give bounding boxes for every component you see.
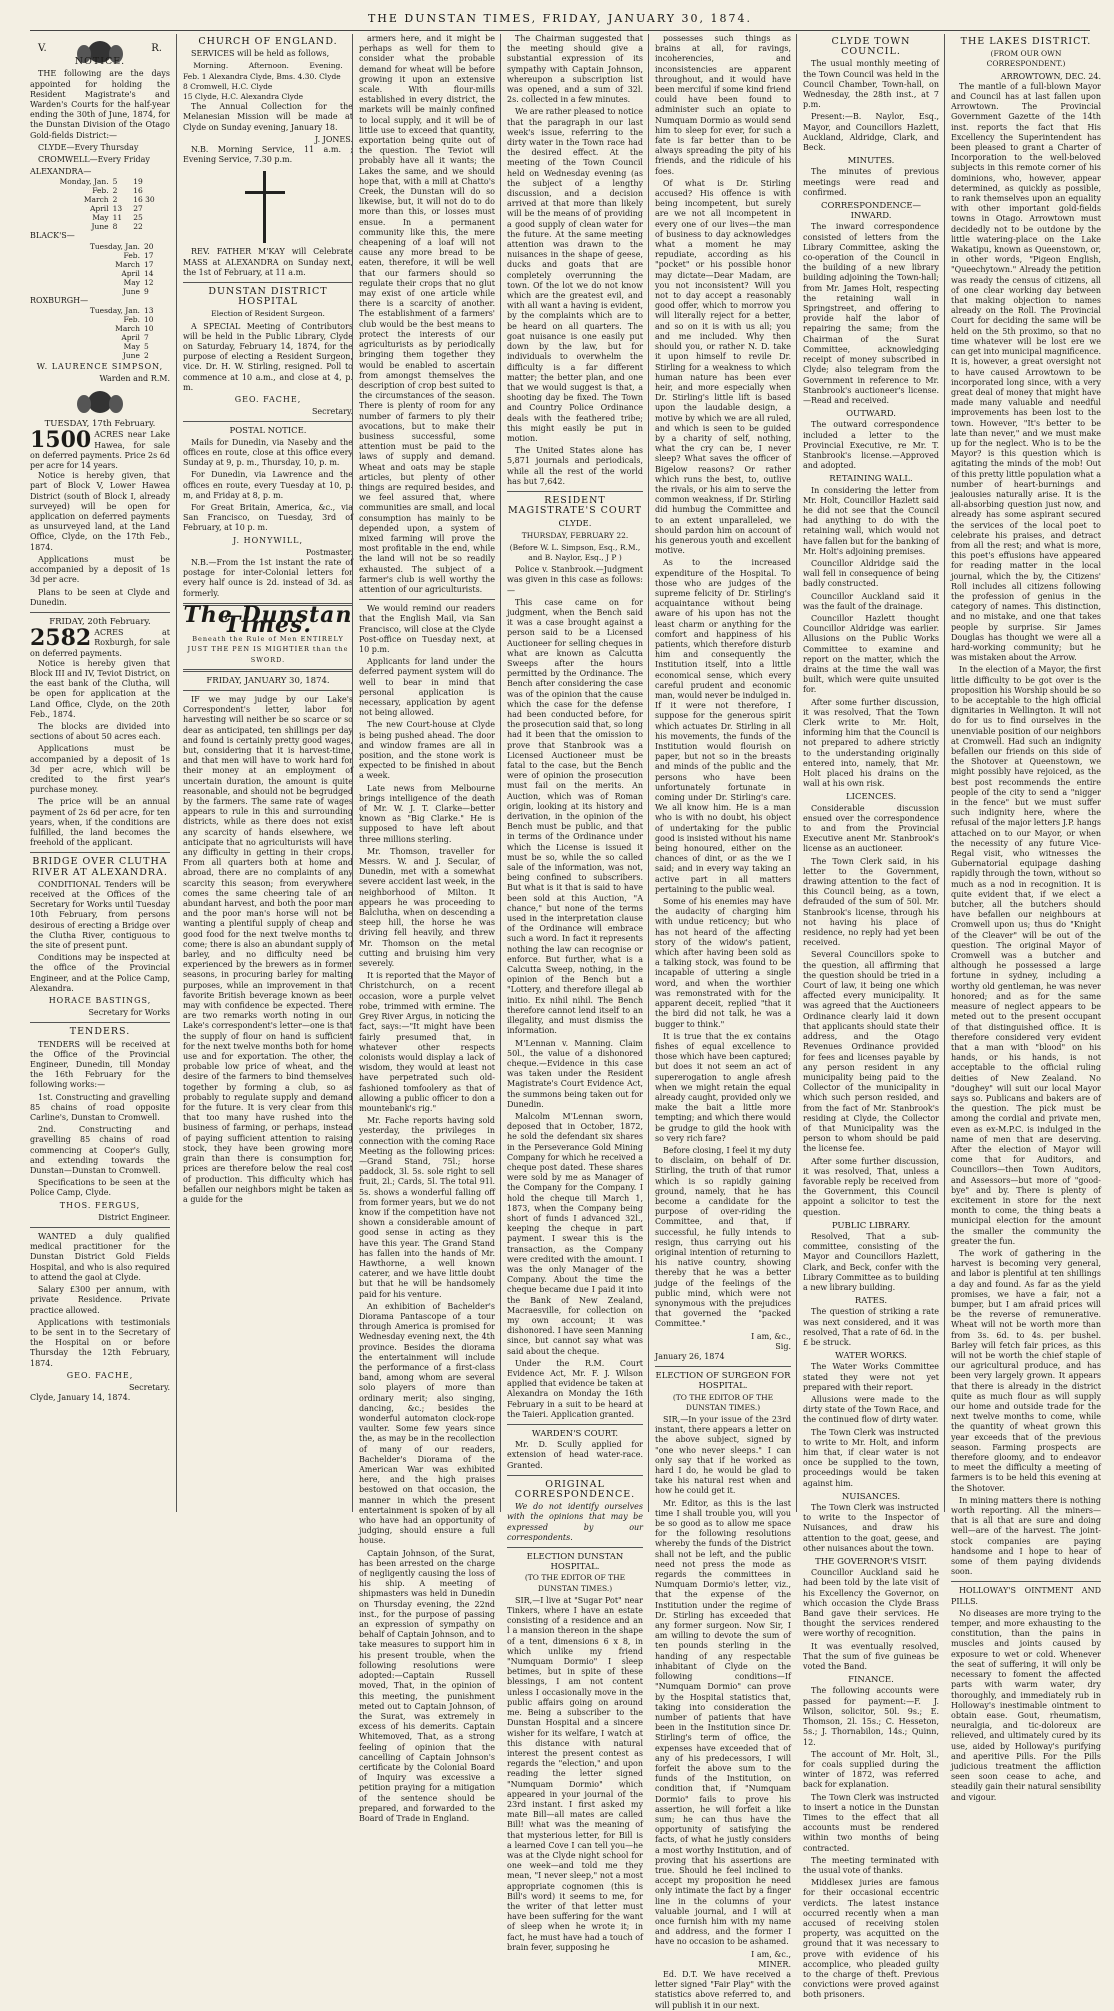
orig-corr-title: ORIGINAL CORRESPONDENCE. (514, 1478, 636, 1501)
news-item: The Chairman suggested that the meeting should give a substantial expression of its sympathy with Captain Johnson, whereupon a subscription list was opened, and a sum of 32l. 2s. collected in a few minutes. (507, 34, 643, 105)
sale2-date: FRIDAY, 20th February. (49, 616, 151, 627)
sale2-p4: Applications must be accompanied by a deposit of 1s 3d per acre, which will be credited to the first year's purchase money. (30, 744, 170, 795)
middlesex-text: Middlesex juries are famous for their occasional eccentric verdicts. The latest instance occurred recently when a man accused of receiving stolen property, was acquitted on the ground that it was necessary to prove with evidence of his accomplice, who pleaded guilty to the charge of theft. Previous convictions were proved against both prisoners. (803, 1878, 939, 2000)
holloway-text: No diseases are more trying to the temper, and more exhausting to the constitution, than the pains in muscles and joints caused by exposure to wet or cold. Whenever the seat of suffering, it will only be necessary to foment the affected parts with warm water, dry thoroughly, and immediately rub in Holloway's inestimable ointment to obtain ease. Gout, rheumatism, neuralgia, and tic-doloreux are relieved, and ultimately cured by its use, aided by Holloway's purifying and aperitive Pills. For the Pills judicious treatment the affliction seen soon cease to ache, and steadily gain their natural sensibility and vigour. (951, 1608, 1101, 1802)
news-item: It is reported that the Mayor of Christchurch, on a recent occasion, wore a purple velvet robe, trimmed with ermine. The Grey River Argus, in noticing the fact, says:—"It might have been fairly presumed that, in whatever other respects colonists would display a lack of wisdom, they would at least not have perpetrated such old-fashioned tomfoolery as that of allowing a public officer to don a mountebank's rig." (359, 971, 495, 1113)
schedule-row (30, 242, 170, 251)
court-date: THURSDAY, FEBRUARY 22. (521, 530, 629, 540)
schedule-row (30, 251, 170, 260)
bridge-p2: Conditions may be inspected at the office of the Provincial Engineer, and at the Police Camp, Alexandra. (30, 953, 170, 993)
schedule-cell: March (83, 195, 109, 205)
issue-date: FRIDAY, JANUARY 30, 1874. (206, 675, 330, 686)
column-6 (944, 34, 1107, 1802)
schedule-cell: 2 (112, 186, 118, 196)
schedule-row (30, 213, 170, 222)
postal-role: Postmaster. (305, 547, 353, 557)
lakes-from: (FROM OUR OWN CORRESPONDENT.) (986, 49, 1066, 69)
news-item: Mr. Thomson, traveller for Messrs. W. and J. Secular, of Dunedin, met with a somewhat severe accident last week, in the neighborhood of Milton. It appears he was proceeding to Balclutha, when on descending a steep hill, the horse he was driving fell heavily, and threw Mr. Thomson on the metal cutting and bruising him very severely. (359, 846, 495, 969)
rates-text: The question of striking a rate was next considered, and it was resolved, That a rate of 6d. in the £ be struck. (803, 1307, 939, 1347)
church-head-evening: Evening. (309, 61, 343, 71)
schedule-row (30, 177, 170, 186)
corr-in-p1: The inward correspondence consisted of letters from the Library Committee, asking the co-operation of the Council in the building of a new library building adjoining the Town-hall; from Mr. James Holt, respecting the retaining wall in Springstreet, and offering to provide half the labor of repairing the same; from the Chairman of the Surat Committee, acknowledging receipt of money subscribed in Clyde; also telegram from the Government in reference to Mr. Stanbrook's auctioneer's license.—Read and received. (803, 222, 939, 405)
schedule-row (30, 306, 170, 315)
council-column (796, 34, 945, 2000)
sale2-p5: The price will be an annual payment of 2s 6d per acre, for ten years, when, if the conditions are fulfilled, the land becomes the freehold of the applicant. (30, 797, 170, 848)
library-title: PUBLIC LIBRARY. (831, 1220, 911, 1231)
election-p1: SIR,—I live at "Sugar Pot" near Tinkers, where I have an estate consisting of a residence and an l a mansion thereon in the shape of a tent, dimensions 6 x 8, in which unlike my friend "Numquam Dormio" I sleep betimes, but in spite of these blessings, I am not content unless I occasionally move in the public affairs going on around me. Being a subscriber to the Dunstan Hospital and a sincere wisher for its welfare, I watch at this distance with natural interest the present contest as regards the "election," and upon reading the letter signed "Numquam Dormio" which appeared in your journal of the 23rd instant. I first asked my mate Bill—all mates are called Bill! what was the meaning of that mysterious letter, for Bill is a learned Cove I can tell you—he was at the Clyde night school for one week—and told me they mean, "I never sleep," not a most appropriate cognomen (this is Bill's word) it seems to me, for the writer of that letter must have been suffering for the want of sleep when he wrote it; in fact, he must have had a touch of brain fever, supposing he (507, 1595, 643, 1952)
warden-court-title: WARDEN'S COURT. (531, 1429, 619, 1440)
sale2-p2: Notice is hereby given that Block III and IV, Teviot District, on the east bank of the Clutha, will be open for application at the Land Office, Clyde, on the 20th Feb., 1874. (30, 658, 170, 719)
lic-p4: After some further discussion, it was resolved, That, unless a favorable reply be received from the Government, this Council appoint a solicitor to test the question. (803, 1156, 939, 1217)
news-item: The new Court-house at Clyde is being pushed ahead. The door and window frames are all in position, and the stone work is expected to be finished in about a week. (359, 720, 495, 781)
schedule-cell: 2 (143, 350, 149, 360)
wanted-signature: GEO. FACHE, (66, 1370, 134, 1380)
church-nb: N.B. Morning Service, 11 a.m. ; Evening Service, 7.30 p.m. (183, 145, 353, 165)
postal-p3: For Great Britain, America, &c., via San Francisco, on Tuesday, 3rd of February, at 10 p. m. (183, 502, 353, 533)
cromwell-line: CROMWELL—Every Friday (38, 155, 150, 165)
letter-p: Some of his enemies may have the audacity of charging him with undue reticency; but who has not heard of the affecting story of the widow's patient, which after having been sold as a talking stock, was found to be incapable of uttering a single word, and when the worthier was remonstrated with for the apparent deceit, replied "that it the bird did not talk, he was a bugger to think." (655, 897, 791, 1029)
schedule-cell: 16 (133, 186, 143, 196)
blacks-title: BLACK'S— (30, 231, 75, 241)
governor-title: THE GOVERNOR'S VISIT. (815, 1557, 927, 1568)
letter-p: Before closing, I feel it my duty to disclaim, on behalf of Dr. Stirling, the truth of that rumor which is so rapidly gaining ground, namely, that he has become a candidate for the purpose of over-riding the Committee, and that, if successful, he fully intends to resign, thus carrying out his original intention of returning to his native country, showing thereby that he was a better judge of the feelings of the public mind, which were not synonymous with the prejudices that governed the "packed Committee." (655, 1145, 791, 1329)
lic-p1: Considerable discussion ensued over the correspondence to and from the Provincial Executive anent Mr. Stanbrook's license as an auctioneer. (803, 803, 939, 854)
governor-p2: It was eventually resolved, That the sum of five guineas be voted the Band. (803, 1641, 939, 1672)
schedule-cell: 5 (112, 177, 118, 187)
news-item: Late news from Melbourne brings intelligence of the death of Mr. W. J. T. Clarke—better known as "Big Clarke." He is supposed to have left about three millions sterling. (359, 783, 495, 844)
corr-in-title: CORRESPONDENCE—INWARD. (820, 201, 922, 222)
wanted-p2: Salary £300 per annum, with private Residence. Private practice allowed. (30, 1285, 170, 1315)
library-text: Resolved, That a sub-committee, consisting of the Mayor and Councillors Hazlett, Clark, and Beck, confer with the Library Committee as to building a new library building. (803, 1231, 939, 1292)
fin-p2: The account of Mr. Holt, 3l., for coals supplied during the winter of 1872, was referred back for explanation. (803, 1749, 939, 1790)
church-text: SERVICES will be held as follows, (191, 49, 330, 59)
editorial-continued: armers here, and it might be perhaps as well for them to consider what the probable demand for wheat will be before growing it upon an extensive scale. With flour-mills established in every district, the markets will be mainly confined to local supply, and it will be of little use to exceed that quantity, exportation being quite out of the question. The Teviot will probably have all it wants; the Lakes the same, and we should hope that, with a mill at Chatto's Creek, the Dunstan will do so likewise, but, it will not do to do more than this, or losses must ensue. In a permanent community like this, the mere cheapening of a loaf will not cause any more bread to be eaten, therefore, it will be well that our farmers should so regulate their crops that no glut may exist of one article while there is a scarcity of another. The establishment of a farmers' club would be the best means to protect the interests of our agriculturists as by periodically bringing them together they would be enabled to ascertain from amongst themselves the description of crop best suited to the circumstances of the season. There is plenty of room for any number of farmers to ply their avocations, but to make their business successful, some attention must be paid to the laws of supply and demand. Wheat and oats may be staple articles, but plenty of other things are required besides, and we feel assured that, where communities are small, and local consumption has mainly to be depended upon, a system of mixed farming will prove the most profitable in the end, while the land will not be so readily exhausted. The subject of a farmer's club is well worthy the attention of our agriculturists. (359, 34, 495, 594)
warden-signature: W. LAURENCE SIMPSON, (36, 361, 164, 371)
wanted-text: WANTED a duly qualified medical practitioner for the Dunstan District Gold Fields Hospital, and who is also required to attend the gaol at Clyde. (30, 1232, 170, 1282)
church-row: 15 Clyde, H.C. Alexandra Clyde (183, 92, 304, 102)
schedule-row (30, 333, 170, 342)
surgeon-title: ELECTION OF SURGEON FOR HOSPITAL. (655, 1371, 791, 1392)
bridge-title: BRIDGE OVER CLUTHA RIVER AT ALEXANDRA. (32, 856, 168, 878)
schedule-row (30, 204, 170, 213)
news-item: An exhibition of Bachelder's Diorama Pantascope of a tour through America is promised for Wednesday evening next, the 4th province. Besides the diorama the entertainment will include the performance of a first-class band, among whom are several solo players of more than ordinary merit; also singing, dancing, &c.; besides the wonderful automaton clock-rope vaulter. Some few years since the, as may be in the recollection of many of our readers, Bachelder's Diorama of the American War was exhibited here, and the high praises bestowed on that occasion, the manner in which the present entertainment is spoken of by all who have had an opportunity of judging, should ensure a full house. (359, 1301, 495, 1546)
warden-court-text: Mr. D. Scully applied for extension of head water-race. Granted. (507, 1440, 643, 1470)
schedule-cell: March (115, 259, 140, 269)
schedule-row (30, 269, 170, 278)
lakes-p3: The work of gathering in the harvest is becoming very general, and labor is plentiful at ten shillings a day and found. As far as the yield promises, we have a fair, not a bumper, but I am afraid prices will be the reverse of remunerative. Wheat will not be worth more than from 3s. 6d. to 4s. per bushel. Barley will fetch fair prices, as this will not be worth the chief staple of our agricultural produce, and has been very largely grown. It appears that there is already in the district quite as much flour as will supply our home and outside trade for the next twelve months to come, while the quantity of wheat grown this year exceeds that of the previous season. Farming prospects are therefore gloomy, and to endeavor to meet the difficulty a meeting of farmers is to be held this evening at the Shotover. (951, 1248, 1101, 1493)
letter-p: Of what is Dr. Stirling accused? His offence is with being incompetent, but surely are we not all incompetent in every one of our lives—the man of business to day acknowledges what a moment he may repudiate, according as his "pocket" or his possible honor may dictate—Dear Madam, are you not inconsistent? Will you not to day accept a reasonably good offer, which to morrow you will literally reject for a better, and so on it is with us all; you and me included. Why then should you, or rather N. D. take it upon himself to revile Dr. Stirling for a weakness to which human nature has been ever heir, and more especially when Dr. Stirling's little lift is based upon the laudable design, a motive by which we are all ruled, and which is seen to be guided by a charity of self, nothing, what the cry can be, I never sleep? What saves the officer of Bigelow reasons? Or rather which runs the best, to, outlive the rivals, or his aim to serve the common weakness, if Dr. Stirling did humbug the Committee and to an extent unparalleled, we should pardon him on account of his generous youth and excellent motive. (655, 178, 791, 556)
wall-p1: In considering the letter from Mr. Holt, Councillor Hazlett said he did not see that the Council had anything to do with the retaining wall, which would not have fallen but for the banking of Mr. Holt's adjoining premises. (803, 485, 939, 556)
schedule-cell: April (121, 332, 140, 342)
hospital-role: Secretary. (311, 407, 353, 417)
church-head-morning: Morning. (193, 61, 229, 71)
outward-text: The outward correspondence included a letter to the Provincial Executive, re Mr. T. Stanbrook's license.—Approved and adopted. (803, 420, 939, 471)
court-p3: M'Lennan v. Manning. Claim 50l., the value of a dishonored cheque.—Evidence in this case was taken under the Resident Magistrate's Court Evidence Act, the summons being taken out for Dunedin. (507, 1038, 643, 1109)
schedule-cell: 20 (143, 241, 154, 251)
church-head-afternoon: Afternoon. (248, 61, 289, 71)
schedule-row (30, 260, 170, 269)
column-1 (30, 34, 176, 1512)
surgeon-p2: Mr. Editor, as this is the last time I shall trouble you, will you be so good as to allow me space for the following resolutions whereby the funds of the District shall not be left, and the public need not press the mode as regards the committees in Numquam Dormio's letter, viz., that the expense of the Institution under the regime of Dr. Stirling has exceeded that any former surgeon. Now Sir, I am willing to devote the sum of ten pounds sterling in the handing of any respectable inhabitant of Clyde on the following conditions—If "Numquam Dormio" can prove by the Hospital statistics that, taking into consideration the number of patients that have been in the Institution since Dr. Stirling's term of office, the expenses have exceeded that of any of his predecessors, I will forfeit the above sum to the funds of the Institution, on condition that, if "Numquam Dormio" fails to prove his assertion, he will forfeit a like sum; he can thus have the opportunity of satisfying the facts, of what he justly considers a most worthy Institution, and of proving that his assertions are true. Should he feel inclined to accept my proposition he need only intimate the fact by a finger line in the columns of your valuable journal, and I will at once furnish him with my name and address, and the former I have no occasion to be ashamed. (655, 1498, 791, 1947)
schedule-cell: Feb. (123, 250, 140, 260)
postal-p1: Mails for Dunedin, via Naseby and the offices en route, close at this office every Sunday at 9, p. m., Thursday, 10, p. m. (183, 437, 353, 468)
water-p1: The Water Works Committee stated they were not yet prepared with their report. (803, 1362, 939, 1392)
hospital-title: DUNSTAN DISTRICT HOSPITAL (208, 286, 328, 308)
column-5 (648, 34, 797, 2010)
schedule-row (30, 351, 170, 360)
tenders-p1: 1st. Constructing and gravelling 85 chains of road opposite Carline's, Dunstan to Cromwell. (30, 1092, 170, 1123)
schedule-cell: 10 (143, 323, 154, 333)
fin-p3: The Town Clerk was instructed to insert a notice in the Dunstan Times to the effect that all accounts must be rendered within two months of being contracted. (803, 1792, 939, 1853)
lakes-p2: In the election of a Mayor, the first little difficulty to be got over is the proposition his Worship should be so to be acceptable to the high official dignitaries in Wellington. It will not do for us to find ourselves in the unenviable position of our neighbors at Cromwell. Had such an indignity befallen our friends on this side of the Shotover at Queenstown, we might possibly have rejoiced, as the best post recommends the entire people of the city to send a "nigger in the fence" but we must suffer such indignity here, where the refusal of the major letters J.P. hangs attached on to our Mayor, or when the necessity of any future Vice-Regal visit, who witnesses the Gubernatorial equipage dashing rapidly through the town, without so much as a nod in recognition. It is quite evident that, if we elect a butcher, all the butchers should have befallen our neighbours at Cromwell upon us; thus do "Knight of the Cleaver" will be out of the question. The original Mayor of Cromwell was a butcher and although he possessed a large fortune in sydney, including a worthy old gentleman, he was never honored; and as for the same measure of neglect appears to be meted out to the present occupant of that distinguished office. It is therefore considered very evident that a man with "blood" on his hands, or his hands, is not acceptable to the official ruling deities of New Zealand. No "doughey" will suit our local Mayor says so. Publicans and bakers are of the question. The pick must be among the cordial and private men, even as ex-M.P.C. is indulged in the name of men that are deserving. After the election of Mayor will come that for Auditors, and Councillors—then Town Auditors, and Assessors—but more of "good-bye" and by. There is plenty of excitement in store for the next month to come, the thing beats a municipal election for the amount the smaller the community the greater the fun. (951, 665, 1101, 1246)
tenders-text: TENDERS will be received at the Office of the Provincial Engineer, Dunedin, till Monday the 16th February for the following works:— (30, 1039, 170, 1090)
schedule-cell: 10 (143, 314, 154, 324)
letter-p: possesses such things as brains at all, for ravings, incoherencies, and inconsistencies are apparent throughout, and it would have been merciful if some kind friend could have been found to administer such an opiate to Numquam Dormio as would send him to sleep for ever, for such a fate is far better than to be always spreading the pity of his friends, and the ridicule of his foes. (655, 34, 791, 176)
lic-p2: The Town Clerk said, in his letter to the Government, drawing attention to the fact of this Council being, as a town, defrauded of the sum of 50l. Mr. Stanbrook's license, through his not having his place of residence, no reply had yet been received. (803, 856, 939, 948)
schedule-cell: April (90, 204, 109, 214)
court-p2: This case came on for judgment, when the Bench said it was a case brought against a person said to be a Licensed Auctioneer for selling cheques in what are known as Calcutta Sweeps after the hours permitted by the Ordinance. The Bench after considering the case was of the opinion that the cause which the case for the defense had been conducted before, for the prosecution said that, so long had it been that the omission to prove that Stanbrook was a Licensed Auctioneer must be fatal to the case, but the Bench were of opinion the prosecution must fail on the merits. An Auction, which was of Roman origin, looking at its history and derivation, in the opinion of the Bench must be public, and that in terms of the Ordinance under which the License is issued it must be so, while the so called sale of the information, was not, being confined to subscribers. But what is it that is said to have been sold at this Auction, "A chance," but none of the terms used in the interpretation clause of the Ordinance will embrace such a word. In fact it represents nothing the law can recognise or enforce. But further, what is a Calcutta Sweep, nothing, in the opinion of the Bench but a "Lottery, and therefore illegal ab initio. Ex nihil nihil. The Bench therefore cannot lend itself to an illegality, and must dismiss the information. (507, 597, 643, 1036)
schedule-cell: March (115, 323, 140, 333)
paper-motto: Beneath the Rule of Men ENTIRELY JUST THE PEN IS MIGHTIER than the SWORD. (187, 635, 349, 664)
news-item: We are rather pleased to notice that the paragraph in our last week's issue, referring to the dirty water in the Town race had the desired effect. At the meeting of the Town Council held on Wednesday evening (as the subject of a lengthy discussion, and a decision arrived at that more than likely will be the means of of providing a good supply of clean water for the future. At the same meeting attention was drawn to the nuisances in the shape of geese, ducks and goats that are completely overrunning the town. Of the lot we do not know which are the greatest evil, and with all want a having is evident, by the complaints which are to be heard on all quarters. The goat nuisance is one easily put down by the law, but for individuals to overwhelm the difficulty is a far different matter; the better plan, and one that we would suggest is that, a shooting day be fixed. The Town and Country Police Ordinance deals with the feathered tribe; this might easily be put in motion. (507, 107, 643, 443)
postal-nb: N.B.—From the 1st instant the rate of postage for inter-Colonial letters for every half ounce is 2d. instead of 3d. as formerly. (183, 557, 353, 598)
church-headings (183, 61, 353, 71)
lakes-p4: In mining matters there is nothing worth reporting. All the miners—that is all that are sure and doing well—are of the harvest. The joint-stock companies are paying handsome and I hope to hear of some of them paying dividends soon. (951, 1495, 1101, 1577)
schedule-cell: 11 (112, 213, 123, 223)
water-p2: Allusions were made to the dirty state of the Town Race, and the continued flow of dirty water. (803, 1395, 939, 1425)
surgeon-p1: SIR,—In your issue of the 23rd instant, there appears a letter on the above subject, signed by "one who never sleeps." I can only say that if he worked as hard I do, he would be glad to take his natural rest when and how he could get it. (655, 1415, 791, 1496)
postal-p2: For Dunedin, via Lawrence and the offices en route, every Tuesday at 10, p. m, and Friday at 8, p. m. (183, 470, 353, 500)
court-title: RESIDENT MAGISTRATE'S COURT (507, 494, 643, 517)
schedule-cell: 2 (112, 195, 118, 205)
council-title: CLYDE TOWN COUNCIL. (831, 36, 911, 58)
roxburgh-schedule (30, 306, 170, 360)
nuisances-text: The Town Clerk was instructed to write to the Inspector of Nuisances, and draw his attention to the goat, geese, and other nuisances about the town. (803, 1503, 939, 1553)
church-signature: J. JONES. (314, 134, 353, 144)
church-title: CHURCH OF ENGLAND. (198, 36, 338, 47)
nuisances-title: NUISANCES. (841, 1491, 901, 1502)
tenders-title: TENDERS. (69, 1026, 131, 1038)
schedule-cell: June (91, 222, 109, 232)
letter-p: It is true that the ex contains fishes of equal excellence to those which have been captured; but does it not seem an act of supererogation to angle afresh when we might retain the equal already caught, provided only we make the bait a little more tempting; and which there would be grudge to gild the hook with so very rich fare? (655, 1031, 791, 1143)
mass-text: REV. FATHER M'KAY will Celebrate MASS at ALEXANDRA on Sunday next, the 1st of February, at 11 a.m. (183, 247, 353, 277)
column-2 (176, 34, 359, 1512)
lakes-title: THE LAKES DISTRICT. (960, 36, 1092, 47)
column-4 (500, 34, 649, 1952)
church-row: Feb. 1 Alexandra Clyde, Bms. 4.30. Clyde (183, 71, 341, 81)
news-item: We would remind our readers that the English Mail, via San Francisco, will close at the Clyde Post-office on Tuesday next, at 10 p.m. (359, 604, 495, 654)
postal-title: POSTAL NOTICE. (229, 426, 307, 437)
notice-title: NOTICE. (74, 56, 126, 68)
lakes-place: ARROWTOWN, DEC. 24. (1000, 71, 1101, 81)
letter-p: As to the increased expenditure of the Hospital. To those who are judges of the supreme felicity of Dr. Stirling's acquaintance without being aware of his upon has not the least charm or anything for the comfort and happiness of his patients, which therefore disturb him and consequently the Institution itself, into a little economical sense, which every careful prudent and economic man, would never be indulged in. If it were not therefore, I suppose for the generous spirit which actuates Dr. Stirling in all his movements, the funds of the Institution would flourish on paper, but not so in the breasts and minds of the public and the persons who have been unfortunately fortunate in coming under Dr. Stirling's care. We all know him. He is a man who is with no doubt, his object of undertaking for the public good is insisted without his name being honoured, either on the chances of dint, or as the we I said; and in every way taking an active part in all matters pertaining to the public weal. (655, 558, 791, 894)
alexandra-schedule (30, 177, 170, 231)
tenders-p3: Specifications to be seen at the Police Camp, Clyde. (30, 1178, 170, 1198)
schedule-cell: Feb. (123, 314, 140, 324)
clyde-line: CLYDE—Every Thursday (38, 142, 139, 152)
schedule-cell: June (122, 286, 140, 296)
surgeon-sign-off: I am, &c., (751, 1949, 791, 1959)
court-p1: Police v. Stanbrook.—Judgment was given in this case as follows:— (507, 565, 643, 595)
news-item: The United States alone has 5,871 journals and periodicals, while all the rest of the world has but 7,642. (507, 446, 643, 486)
schedule-cell: June (122, 350, 140, 360)
outward-title: OUTWARD. (846, 409, 896, 420)
schedule-cell: Tuesday, Jan. (89, 305, 140, 315)
rates-title: RATES. (854, 1296, 888, 1307)
minutes-title: MINUTES. (847, 156, 895, 167)
schedule-cell: Monday, Jan. (59, 177, 109, 187)
orig-corr-note: We do not identify ourselves with the opinions that may be expressed by our correspondents. (507, 1502, 643, 1542)
news-item: Captain Johnson, of the Surat, has been arrested on the charge of negligently causing the loss of his ship. A meeting of shipmasters was held in Dunedin on Thursday evening, the 22nd inst., for the purpose of passing an expression of sympathy on behalf of Captain Johnson, and to take measures to support him in his present trouble, when the following resolutions were adopted:—Captain Russell moved, That, in the opinion of this meeting, the punishment meted out to Captain Johnson, of the Surat, was extremely in excess of his demerits. Captain Whitemoved, That, as a strong feeling of opinion that the cancelling of Captain Johnson's certificate by the Colonial Board of Inquiry was excessive a petition praying for a mitigation of the sentence should be prepared, and forwarded to the Board of Trade in England. (359, 1548, 495, 1823)
schedule-row (30, 324, 170, 333)
schedule-cell: 16 30 (133, 195, 155, 205)
water-p3: The Town Clerk was instructed to write to Mr. Holt, and inform him that, if clear water is not once be supplied to the town, proceedings would be taken against him. (803, 1427, 939, 1488)
paper-name: The Dunstan Times. (183, 601, 353, 638)
church-p2: The Annual Collection for the Melanesian Mission will be made at Clyde on Sunday evening, January 18. (183, 102, 353, 132)
letter-date: January 26, 1874 (655, 1352, 725, 1361)
page-masthead: THE DUNSTAN TIMES, FRIDAY, JANUARY 30, 1874. (30, 6, 1090, 31)
sale1-text: ACRES near Lake Hawea, for sale on deferred payments. Price 2s 6d per acre for 14 years. (30, 430, 170, 471)
schedule-cell: May (123, 341, 140, 351)
news-item: Mr. Fache reports having sold yesterday, the privileges in connection with the coming Race Meeting as the following prices:—Grand Stand, 75l.; horse paddock, 3l. 5s. sole right to sell fruit, 2l.; Cards, 5l. The total 91l. 5s. shows a wonderful falling off from former years, but we do not know if the competition have not shown a considerable amount of good sense in acting as they have this year. The Grand Stand has fallen into the hands of Mr. Hawthorne, a well known caterer, and we have little doubt but that he will be handsomely paid for his venture. (359, 1116, 495, 1299)
schedule-cell: 17 (143, 250, 154, 260)
schedule-cell: 13 (112, 204, 123, 214)
schedule-cell: Feb. (92, 186, 109, 196)
notice-text: THE following are the days appointed for holding the Resident Magistrate's and Warden's Courts for the half-year ending the 30th of June, 1874, for the Dunstan Division of the Otago Gold-fields District:— (30, 69, 170, 140)
schedule-row (30, 315, 170, 324)
letter-sign-off: I am, &c., (751, 1331, 791, 1341)
minutes-text: The minutes of previous meetings were read and confirmed. (803, 167, 939, 197)
election-to: (TO THE EDITOR OF THE DUNSTAN TIMES.) (524, 1573, 626, 1593)
tenders-role: District Engineer. (98, 1212, 170, 1222)
schedule-cell: May (123, 277, 140, 287)
cross-icon (183, 167, 353, 247)
sale2-acres: 2582 (30, 625, 92, 652)
fin-p4: The meeting terminated with the usual vote of thanks. (803, 1855, 939, 1875)
letter-signature: Sig. (775, 1341, 791, 1351)
governor-text: Councillor Auckland said he had been told by the late visit of his Excellency the Governor, on which occasion the Clyde Brass Band gave their services. He thought the services rendered were worthy of recognition. (803, 1568, 939, 1639)
finance-title: FINANCE. (848, 1675, 894, 1686)
roxburgh-title: ROXBURGH— (30, 295, 89, 305)
schedule-row (30, 186, 170, 195)
fin-p1: The following accounts were passed for payment:—F. J. Wilson, solicitor, 50l. 9s.; E. Thomson, 2l. 15s.; C. Hesseton, 5s.; J. Thornabilon, 14s.; Quinn, 12. (803, 1686, 939, 1747)
news-item: Applicants for land under the deferred payment system will do well to bear in mind that personal application is necessary, application by agent not being allowed. (359, 657, 495, 718)
sale1-p4: Plans to be seen at Clyde and Dunedin. (30, 587, 170, 607)
editorial-text: IF we may judge by our Lake's Correspondent's letter, labor for harvesting will neither be so scarce or so dear as anticipated, ten shillings per day and found is certainly pretty good wages, but, considering that it is harvest-time, and that men will have to work hard for their money at an employment of uncertain duration, the amount is quite reasonable, and should not be begrudged by the farmers. The same rate of wages appears to rule in this and surrounding districts, while as there does not exist any scarcity of hands elsewhere, we anticipate that no agriculturists will have any difficulty in getting in their crops. From all quarters both at home and abroad, there are no complaints of any scarcity this season; from everywhere comes the same cheering tale of an abundant harvest, and both the poor man and the poor man's horse will not be wanting a plentiful supply of cheap and good food for the next twelve months to come; there is also an abundant supply of barley, and no difficulty need be experienced by the brewers as in former seasons, in procuring barley for malting purposes, while an improvement in that favorite British beverage known as beer may with confidence be expected. There are two remarks worth noting in our Lake's correspondent's letter—one is that the supply of flour on hand is sufficient for the next twelve months both for home use and for exportation. The other, the probable low price of wheat, and the desire of the farmers to bind themselves together by forming a club, so as probably to regulate supply and demand for the future. It is very clear from this that too many have rushed into the business of farming, or perhaps, instead of paying sufficient attention to raising stock, they have been growing more grain than there is consumption for, prices are therefore below the real cost of production. This difficulty which has befallen our neighbors might be taken as a guide for the (183, 694, 353, 1204)
hospital-text: A SPECIAL Meeting of Contributors will be held in the Public Library, Clyde on Saturday, February 14, 1874, for the purpose of electing a Resident Surgeon, vice. Dr. H. W. Stirling, resigned. Poll to commence at 10 a.m., and close at 4, p. m. (183, 321, 353, 392)
licences-title: LICENCES. (845, 792, 897, 803)
sale2-p3: The blocks are divided into sections of about 50 acres each. (30, 721, 170, 742)
schedule-cell: 19 (133, 177, 143, 187)
schedule-row (30, 222, 170, 231)
schedule-cell: 5 (143, 341, 149, 351)
wall-p2: Councillor Aldridge said the wall fell in consequence of being badly constructed. (803, 558, 939, 589)
bridge-text: CONDITIONAL Tenders will be received at the Offices of the Secretary for Works until Tuesday 10th February, from persons desirous of erecting a Bridge over the Clutha River, contiguous to the site of present punt. (30, 879, 170, 950)
schedule-row (30, 278, 170, 287)
bridge-role: Secretary for Works (88, 1008, 170, 1018)
sale1-date: TUESDAY, 17th February. (44, 419, 156, 430)
schedule-cell: 14 (143, 268, 154, 278)
hospital-subtitle: Election of Resident Surgeon. (211, 309, 325, 319)
wall-p3: Councillor Auckland said it was the fault of the drainage. (803, 591, 939, 611)
schedule-cell: May (92, 213, 109, 223)
schedule-cell: 12 (143, 277, 154, 287)
royal-arms-crest-2 (30, 386, 170, 416)
holloway-title: HOLLOWAY'S OINTMENT AND PILLS. (951, 1586, 1101, 1606)
schedule-cell: 8 (112, 222, 118, 232)
sale1-acres: 1500 (30, 427, 92, 454)
wall-title: RETAINING WALL. (829, 474, 913, 485)
warden-role: Warden and R.M. (99, 374, 170, 384)
tenders-p2: 2nd. Constructing and gravelling 85 chains of road commencing at Cooper's Gully, and extending towards the Dunstan—Dunstan to Cromwell. (30, 1125, 170, 1176)
schedule-row (30, 342, 170, 351)
surgeon-signature: MINER. (758, 1959, 791, 1969)
court-p5: Under the R.M. Court Evidence Act, Mr. F. J. Wilson applied that evidence be taken at Alexandra on Monday the 16th February in a suit to be heard at the Taieri. Application granted. (507, 1358, 643, 1419)
bridge-signature: HORACE BASTINGS, (48, 996, 152, 1006)
surgeon-ed-note: Ed. D.T. We have received a letter signed "Fair Play" with the statistics above referred to, and will publish it in our next. (655, 1969, 791, 2010)
council-p1: The usual monthly meeting of the Town Council was held in the Council Chamber, Town-hall, on Wednesday, the 28th inst., at 7 p.m. (803, 59, 939, 110)
court-p4: Malcolm M'Lennan sworn, deposed that in October, 1872, he sold the defendant six shares in the Perseverance Gold Mining Company for which he received a cheque post dated. These shares were sold by me as Manager of the Company for the Company. I hold the cheque till March 1, 1873, when the Company being short of funds I advanced 32l., keeping the cheque in part payment. I swear this is the transaction, as the Company were credited with the amount. I was the only Manager of the Company. About the time the cheque became due I paid it into the Bank of New Zealand, Macraesville, for collection on my own account; it was dishonored. I have seen Manning since, but cannot say what was said about the cheque. (507, 1111, 643, 1356)
lic-p3: Several Councillors spoke to the question, all affirming that the question should be tried in a Court of law, it being one which affected every municipality. It was agreed that the Auctioneers Ordinance clearly laid it down that applicants should state their address, and the Otago Revenues Ordinance provided for fees and licenses payable by any person resident in any municipality being paid to the Collector of the municipality in which such person resided, and from the fact of Mr. Stanbrook's residing at Clyde, the Collector of that Municipality was the person to whom should be paid the license fee. (803, 950, 939, 1154)
schedule-cell: 13 (143, 305, 154, 315)
lakes-p1: The mantle of a full-blown Mayor and Council has at last fallen upon Arrowtown. The Provincial Government Gazette of the 14th inst. reports the fact that His Excellency the Superintendent has been pleased to grant a Charter of Incorporation to the well-beloved subjects in this remote corner of his dominions, who, however, appear determined, as quickly as possible, to rank themselves upon an equality with other important gold-fields towns in Otago. Arrowtown must decidedly not to be outdone by the little watering-place on the Lake Wakatipu, known as Queenstown, or, in other words, "Pigeon English, "Queechytown." Already the petition was ready the census of citizens, all of one clear working day between that making objection to names already on the Roll. The Provincial Court for deciding the same will be held on the 5th proximo, so that no time whatever will be lost ere we can get into municipal magnificence. It is, however, a great oversight not to have caused Arrowtown to be incorporated long since, with a very great deal of money that might have made many valuable and needful improvements has been lost to the town. However, "It's better to be late than never," and we must make up for the neglect. Who is to be the Mayor? is this question which is agitating the minds of the mob! Out of this pretty little population what a number of heart-burnings and jealousies naturally arise. It is the all-absorbing question just now, and already has some aspirant secured the services of the local poet to celebrate his praises, and detract from all the rest; and what is more, this poet's effusions have appeared for reading matter in the local journal, which the by, the Citizens' Roll includes all citizens following the profession of genius in the category of names. This distinction, and no mistake, and one that takes people by surprise. Sir James Douglas has thought we were all a hard-working community; but he was mistaken about the Arrow. (951, 81, 1101, 663)
wall-p5: After some further discussion, it was resolved, That the Town Clerk write to Mr. Holt, informing him that the Council is not prepared to adhere strictly to the understanding originally entered into, namely, that Mr. Holt placed his drains on the wall at his own risk. (803, 697, 939, 789)
blacks-schedule (30, 242, 170, 296)
schedule-cell: 17 (143, 259, 154, 269)
hospital-signature: GEO. FACHE, (234, 395, 302, 405)
church-row: 8 Cromwell, H.C. Clyde (183, 81, 273, 91)
schedule-cell: April (121, 268, 140, 278)
crest-icon (70, 386, 130, 416)
water-title: WATER WORKS. (835, 1351, 907, 1362)
schedule-row (30, 195, 170, 204)
postal-signature: J. HONYWILL, (232, 535, 304, 545)
vr-left: V. (38, 43, 47, 54)
schedule-cell: 27 (133, 204, 143, 214)
vr-right: R. (151, 43, 162, 54)
sale2-text: ACRES at Roxburgh, for sale on deferred payments. (30, 628, 170, 658)
wall-p4: Councillor Hazlett thought Councillor Aldridge was earlier. Allusions on the Public Works Committee to examine and report on the matter, which the drains at the time the wall was built, which were quite unsuited for. (803, 613, 939, 695)
column-3 (352, 34, 501, 1823)
alexandra-title: ALEXANDRA— (30, 167, 92, 177)
election-title: ELECTION DUNSTAN HOSPITAL. (526, 1552, 624, 1573)
surgeon-to: (TO THE EDITOR OF THE DUNSTAN TIMES.) (672, 1392, 774, 1412)
wanted-p3: Applications with testimonials to be sent in to the Secretary of the Hospital on or before Thursday the 12th February, 1874. (30, 1317, 170, 1368)
sale1-p2: Notice is hereby given, that part of Block V, Lower Hawea District (south of Block I, already surveyed) will be open for application on deferred payments as unsurveyed land, at the Land Office, Clyde, on the 17th Feb., 1874. (30, 471, 170, 552)
schedule-cell: Tuesday, Jan. (89, 241, 140, 251)
court-place: CLYDE. (558, 519, 592, 530)
schedule-cell: 22 (133, 222, 143, 232)
schedule-cell: 7 (143, 332, 149, 342)
tenders-signature: THOS. FERGUS, (59, 1200, 141, 1210)
schedule-cell: 9 (143, 286, 149, 296)
court-bench: (Before W. L. Simpson, Esq., R.M., and B. Naylor, Esq., J P ) (509, 542, 641, 562)
sale1-p3: Applications must be accompanied by a deposit of 1s 3d per acre. (30, 554, 170, 585)
wanted-role: Secretary. (128, 1382, 170, 1392)
council-p2: Present:—B. Naylor, Esq., Mayor, and Councillors Hazlett, Auckland, Aldridge, Clark, and Beck. (803, 112, 939, 153)
schedule-cell: 25 (133, 213, 143, 223)
schedule-row (30, 287, 170, 296)
wanted-date: Clyde, January 14, 1874. (30, 1393, 131, 1403)
